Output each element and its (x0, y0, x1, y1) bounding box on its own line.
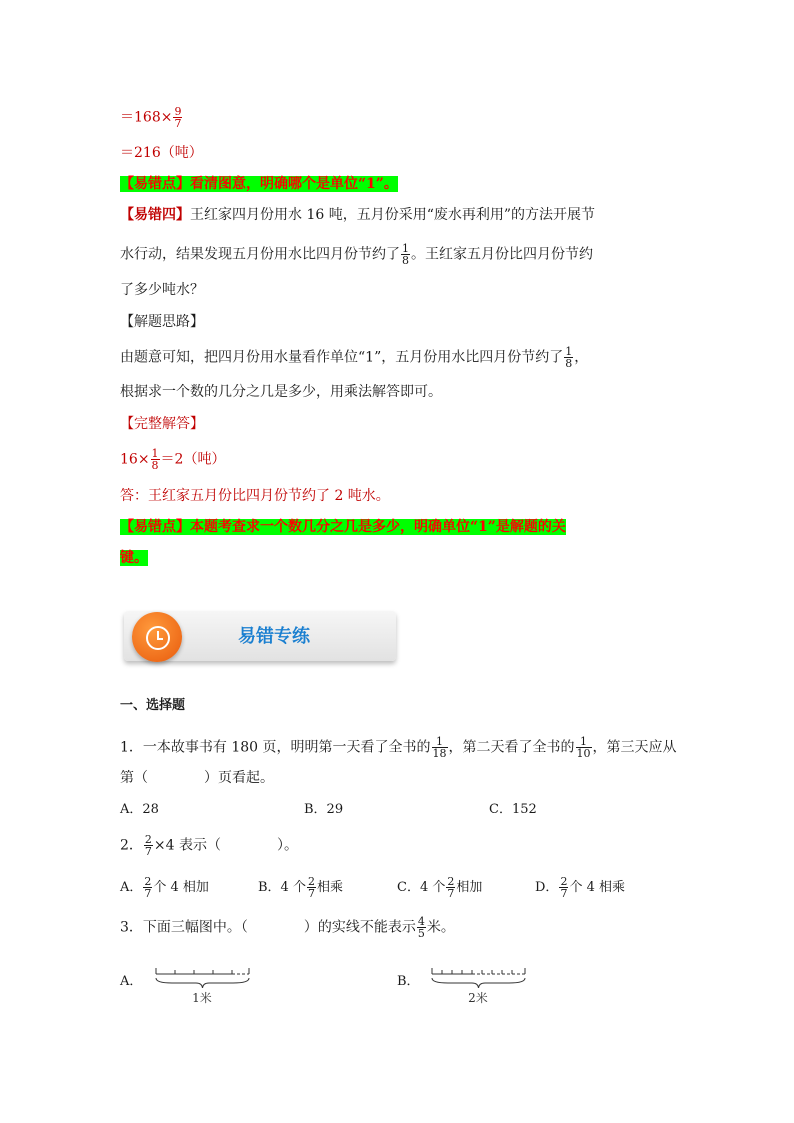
error-point-banner: 【易错点】本题考查求一个数几分之几是多少，明确单位“1”是解题的关 (120, 519, 566, 535)
q3-line: 3．下面三幅图中。（ ）的实线不能表示 $\frac{4}{5}$ 米。 (120, 915, 455, 940)
error-point-banner-cont: 键。 (120, 550, 148, 566)
fraction: $\frac{2}{7}$ (307, 875, 315, 900)
approach-line-2: 根据求一个数的几分之几是多少，用乘法解答即可。 (120, 384, 442, 400)
answer-tag: 【完整解答】 (120, 416, 204, 432)
clock-icon (146, 626, 170, 650)
q2-line: 2． $\frac{2}{7}$ ×4 表示（ ）。 (120, 833, 299, 858)
q2-option-d[interactable]: D． $\frac{2}{7}$ 个 4 相乘 (535, 875, 625, 900)
fraction: $\frac{2}{7}$ (447, 875, 455, 900)
calc-line-1 (120, 106, 183, 129)
fraction: $\frac{1}{8}$ (402, 242, 409, 267)
q1-option-a[interactable]: A．28 (120, 802, 159, 817)
q3-option-a[interactable]: A． (120, 974, 143, 989)
q1-option-c[interactable]: C．152 (489, 802, 537, 817)
section-heading: 一、选择题 (120, 698, 186, 713)
q1-line-1: 1．一本故事书有 180 页，明明第一天看了全书的 $\frac{1}{18}$ ，第二天看了全书的 $\frac{1}{10}$ ，第三天应从 (120, 735, 677, 760)
q2-option-b[interactable]: B．4 个 $\frac{2}{7}$ 相乘 (258, 875, 343, 900)
q2-option-c[interactable]: C．4 个 $\frac{2}{7}$ 相加 (397, 875, 483, 900)
calc-line-2: ＝216（吨） (120, 145, 203, 161)
error-point-banner: 【易错点】看清图意，明确哪个是单位“1”。 (120, 176, 398, 192)
calc-line: 16× $\frac{1}{8}$ ＝2（吨） (120, 447, 226, 472)
fraction: $\frac{1}{18}$ (432, 735, 447, 760)
q3-option-b[interactable]: B． (397, 974, 420, 989)
answer-line: 答：王红家五月份比四月份节约了 2 吨水。 (120, 488, 390, 504)
banner-title: 易错专练 (238, 626, 310, 647)
fraction: $\frac{9}{7}$ (174, 105, 182, 130)
question-line-3: 了多少吨水？ (120, 282, 204, 298)
fraction: $\frac{4}{5}$ (417, 915, 425, 940)
calc-text: ＝168× (120, 109, 173, 126)
q1-option-b[interactable]: B．29 (304, 802, 344, 817)
question-line-1: 【易错四】王红家四月份用水 16 吨，五月份采用“废水再利用”的方法开展节 (120, 207, 596, 223)
example-tag: 【易错四】 (120, 207, 190, 223)
question-line-2: 水行动，结果发现五月份用水比四月份节约了 $\frac{1}{8}$ 。王红家五月份比四月份节约 (120, 242, 593, 267)
ruler-label-a: 1米 (192, 991, 212, 1005)
ruler-diagram-a (152, 964, 256, 1006)
fraction: $\frac{1}{8}$ (151, 447, 159, 472)
fraction: $\frac{2}{7}$ (144, 875, 152, 900)
q2-option-a[interactable]: A． $\frac{2}{7}$ 个 4 相加 (120, 875, 209, 900)
ruler-label-b: 2米 (468, 991, 488, 1005)
fraction: $\frac{2}{7}$ (560, 875, 568, 900)
q1-line-2: 第（ ）页看起。 (120, 770, 274, 786)
fraction: $\frac{2}{7}$ (144, 833, 152, 858)
fraction: $\frac{1}{10}$ (576, 735, 591, 760)
fraction: $\frac{1}{8}$ (565, 345, 573, 370)
approach-tag: 【解题思路】 (120, 314, 204, 330)
ruler-diagram-b (428, 964, 532, 1006)
approach-line-1: 由题意可知，把四月份用水量看作单位“1”，五月份用水比四月份节约了 $\frac{1}{8}$ ， (120, 345, 589, 370)
